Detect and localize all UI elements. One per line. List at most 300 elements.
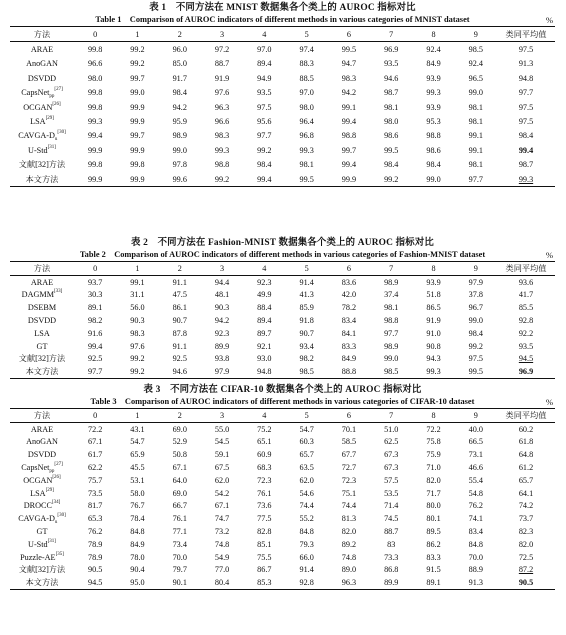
- value-cell: 97.7: [384, 328, 399, 338]
- method-name: 文献[32]方法: [18, 565, 66, 575]
- method-reference: [26]: [52, 101, 61, 107]
- method-subscript: pp: [49, 469, 55, 475]
- table-row: [10, 340, 555, 353]
- table-row: [10, 42, 555, 57]
- value-cell: 81.7: [87, 501, 103, 511]
- method-name: AnoGAN: [26, 437, 58, 447]
- value-cell: 50.8: [172, 450, 187, 460]
- value-cell: 91.7: [172, 73, 187, 83]
- method-cell: [10, 525, 74, 538]
- value-cell: 86.5: [426, 303, 441, 313]
- value-cell: 86.7: [257, 565, 272, 575]
- method-reference: [35]: [55, 551, 64, 557]
- method-cell: [10, 436, 74, 449]
- value-cell: 89.5: [426, 527, 441, 537]
- value-cell: 92.4: [468, 59, 483, 69]
- value-cell: 99.5: [299, 174, 314, 184]
- value-cell: 99.2: [214, 174, 230, 184]
- header-row: [10, 262, 555, 276]
- table-row: [10, 57, 555, 71]
- value-cell: 73.3: [384, 552, 399, 562]
- value-cell: 98.6: [384, 131, 399, 141]
- value-cell: 97.6: [130, 341, 145, 351]
- column-header: 9: [473, 29, 478, 39]
- value-cell: 99.3: [87, 117, 103, 127]
- value-cell: 90.1: [172, 578, 187, 588]
- average-cell: 91.3: [518, 59, 534, 69]
- value-cell: 72.2: [426, 424, 441, 434]
- value-cell: 75.7: [87, 475, 103, 485]
- method-cell: [10, 86, 74, 100]
- value-cell: 37.8: [468, 290, 483, 300]
- value-cell: 52.9: [172, 437, 187, 447]
- value-cell: 99.3: [426, 88, 441, 98]
- method-name: GT: [36, 527, 48, 537]
- value-cell: 70.0: [468, 552, 483, 562]
- value-cell: 99.4: [341, 160, 357, 170]
- average-cell: 99.3: [518, 174, 534, 184]
- value-cell: 99.9: [130, 102, 145, 112]
- method-cell: [10, 143, 74, 157]
- value-cell: 96.4: [299, 117, 314, 127]
- column-header: 6: [346, 410, 351, 420]
- value-cell: 70.1: [341, 424, 357, 434]
- value-cell: 89.1: [87, 303, 103, 313]
- value-cell: 74.5: [384, 514, 399, 524]
- method-cell: [10, 487, 74, 500]
- value-cell: 96.6: [87, 59, 103, 69]
- value-cell: 98.4: [384, 160, 399, 170]
- value-cell: 94.4: [214, 277, 230, 287]
- table-3: [10, 408, 555, 590]
- value-cell: 83.3: [426, 552, 441, 562]
- average-cell: 93.5: [518, 341, 534, 351]
- method-name: OCGAN: [23, 102, 53, 112]
- average-cell: 72.5: [518, 552, 534, 562]
- method-cell: [10, 100, 74, 114]
- value-cell: 86.1: [172, 303, 187, 313]
- method-name: DSVDD: [27, 450, 57, 460]
- value-cell: 84.9: [130, 539, 145, 549]
- value-cell: 54.7: [130, 437, 145, 447]
- value-cell: 88.4: [257, 303, 272, 313]
- value-cell: 65.3: [87, 514, 103, 524]
- method-cell: [10, 448, 74, 461]
- method-reference: [30]: [57, 513, 66, 519]
- value-cell: 77.5: [257, 514, 272, 524]
- method-name: DAGMM: [21, 290, 54, 300]
- value-cell: 99.3: [426, 367, 441, 377]
- value-cell: 91.1: [172, 277, 187, 287]
- table-1-caption-en: [10, 14, 555, 26]
- value-cell: 93.9: [426, 102, 441, 112]
- method-subscript: u: [54, 137, 58, 143]
- method-name: CAVGA-D: [18, 131, 55, 141]
- value-cell: 76.2: [87, 527, 103, 537]
- value-cell: 99.8: [130, 160, 145, 170]
- value-cell: 74.7: [214, 514, 230, 524]
- value-cell: 71.7: [426, 488, 441, 498]
- value-cell: 75.5: [257, 552, 272, 562]
- column-header: 类同平均值: [505, 29, 547, 39]
- average-cell: 96.9: [518, 367, 534, 377]
- value-cell: 99.7: [130, 73, 145, 83]
- value-cell: 99.4: [87, 341, 103, 351]
- method-cell: [10, 340, 74, 353]
- value-cell: 55.2: [299, 514, 314, 524]
- value-cell: 55.0: [214, 424, 230, 434]
- value-cell: 90.4: [130, 565, 145, 575]
- value-cell: 93.9: [426, 73, 441, 83]
- value-cell: 62.0: [214, 475, 230, 485]
- method-name: CAVGA-D: [18, 514, 55, 524]
- value-cell: 51.8: [426, 290, 441, 300]
- table-row: [10, 158, 555, 172]
- table-row: [10, 289, 555, 302]
- column-header: 8: [431, 410, 436, 420]
- value-cell: 83.4: [468, 527, 483, 537]
- column-header: 5: [304, 410, 309, 420]
- average-cell: 94.5: [518, 354, 534, 364]
- method-cell: [10, 474, 74, 487]
- column-header: 6: [346, 263, 351, 273]
- method-reference: [33]: [53, 289, 63, 295]
- value-cell: 99.1: [468, 145, 483, 155]
- method-cell: [10, 289, 74, 302]
- method-cell: [10, 172, 74, 187]
- value-cell: 89.1: [426, 578, 441, 588]
- method-name: LSA: [34, 328, 50, 338]
- method-name: U-Std: [28, 145, 48, 155]
- value-cell: 99.2: [468, 341, 483, 351]
- value-cell: 99.2: [257, 145, 272, 155]
- method-reference: [31]: [47, 144, 56, 150]
- method-cell: [10, 57, 74, 71]
- average-cell: 82.3: [518, 527, 534, 537]
- method-cell: [10, 512, 74, 525]
- value-cell: 90.7: [299, 328, 314, 338]
- method-cell: [10, 538, 74, 551]
- method-cell: [10, 422, 74, 435]
- table-row: [10, 525, 555, 538]
- value-cell: 99.0: [172, 145, 187, 155]
- table-row: [10, 564, 555, 577]
- value-cell: 99.6: [172, 174, 187, 184]
- value-cell: 82.0: [426, 475, 441, 485]
- value-cell: 87.8: [172, 328, 187, 338]
- method-name: GT: [36, 341, 48, 351]
- table-row: [10, 275, 555, 288]
- column-header: 7: [389, 410, 394, 420]
- table-row: [10, 500, 555, 513]
- method-name: 本文方法: [25, 174, 59, 184]
- value-cell: 62.0: [299, 475, 314, 485]
- value-cell: 67.7: [341, 450, 357, 460]
- value-cell: 99.1: [341, 102, 357, 112]
- method-reference: [27]: [54, 87, 63, 93]
- value-cell: 99.5: [468, 367, 483, 377]
- value-cell: 92.3: [214, 328, 230, 338]
- value-cell: 77.1: [172, 527, 187, 537]
- value-cell: 57.5: [384, 475, 399, 485]
- value-cell: 97.9: [468, 277, 483, 287]
- average-cell: 92.2: [518, 328, 534, 338]
- value-cell: 97.5: [257, 102, 272, 112]
- value-cell: 60.3: [299, 437, 314, 447]
- table-1: [10, 26, 555, 187]
- value-cell: 93.0: [257, 354, 272, 364]
- value-cell: 65.7: [299, 450, 314, 460]
- table-2-caption-en: [10, 249, 555, 261]
- method-name: LSA: [30, 488, 46, 498]
- column-header: 8: [431, 263, 436, 273]
- column-header: 4: [262, 263, 267, 273]
- value-cell: 96.9: [384, 45, 399, 55]
- average-cell: 65.7: [518, 475, 534, 485]
- average-cell: 99.4: [518, 145, 534, 155]
- value-cell: 98.5: [299, 367, 314, 377]
- table-row: [10, 314, 555, 327]
- method-cell: [10, 114, 74, 128]
- method-name: CapsNet: [21, 88, 50, 98]
- value-cell: 91.3: [468, 578, 483, 588]
- value-cell: 66.5: [468, 437, 483, 447]
- value-cell: 58.5: [341, 437, 357, 447]
- value-cell: 48.1: [214, 290, 230, 300]
- average-cell: 61.2: [518, 463, 534, 473]
- value-cell: 99.9: [341, 174, 357, 184]
- value-cell: 98.0: [299, 102, 314, 112]
- method-cell: [10, 353, 74, 366]
- value-cell: 98.5: [384, 367, 399, 377]
- method-reference: [29]: [45, 116, 54, 122]
- value-cell: 42.0: [341, 290, 357, 300]
- column-header: 3: [219, 263, 225, 273]
- value-cell: 72.3: [257, 475, 272, 485]
- value-cell: 75.2: [257, 424, 272, 434]
- value-cell: 67.5: [214, 463, 230, 473]
- value-cell: 99.3: [299, 145, 314, 155]
- average-cell: 64.8: [518, 450, 534, 460]
- value-cell: 91.4: [299, 277, 314, 287]
- value-cell: 98.8: [426, 131, 441, 141]
- value-cell: 97.7: [468, 174, 483, 184]
- method-name: AnoGAN: [26, 59, 58, 69]
- value-cell: 99.0: [468, 88, 483, 98]
- table-row: [10, 487, 555, 500]
- value-cell: 56.0: [130, 303, 145, 313]
- table-row: [10, 538, 555, 551]
- value-cell: 95.3: [426, 117, 441, 127]
- value-cell: 83: [387, 539, 396, 549]
- method-subscript: pp: [49, 94, 55, 100]
- value-cell: 37.4: [384, 290, 399, 300]
- value-cell: 54.9: [214, 552, 230, 562]
- value-cell: 98.1: [468, 160, 483, 170]
- value-cell: 94.2: [214, 316, 230, 326]
- table-1-caption-en-text: Table 1 Comparison of AUROC indicators of different methods in various categories of MNIST dataset: [95, 15, 470, 24]
- value-cell: 78.9: [87, 539, 103, 549]
- average-cell: 97.5: [518, 102, 534, 112]
- method-name: 文献[32]方法: [18, 354, 66, 364]
- value-cell: 93.9: [426, 277, 441, 287]
- value-cell: 95.6: [257, 117, 272, 127]
- column-header: 6: [346, 29, 351, 39]
- value-cell: 84.8: [299, 527, 314, 537]
- average-cell: 61.8: [518, 437, 534, 447]
- value-cell: 85.9: [299, 303, 314, 313]
- column-header: 2: [177, 263, 182, 273]
- average-cell: 94.8: [518, 73, 534, 83]
- value-cell: 53.5: [384, 488, 399, 498]
- value-cell: 99.2: [130, 45, 145, 55]
- value-cell: 85.3: [257, 578, 272, 588]
- value-cell: 91.6: [87, 328, 103, 338]
- value-cell: 97.9: [214, 367, 230, 377]
- value-cell: 94.5: [87, 578, 103, 588]
- value-cell: 99.4: [257, 174, 272, 184]
- table-1-block: [10, 2, 555, 187]
- value-cell: 95.0: [130, 578, 145, 588]
- value-cell: 66.7: [172, 501, 187, 511]
- method-name: ARAE: [30, 45, 54, 55]
- method-name: DSVDD: [27, 316, 57, 326]
- value-cell: 94.7: [341, 59, 357, 69]
- value-cell: 98.1: [384, 303, 399, 313]
- value-cell: 89.9: [384, 578, 399, 588]
- value-cell: 92.1: [257, 341, 272, 351]
- column-header: 0: [93, 410, 98, 420]
- value-cell: 96.3: [341, 578, 357, 588]
- table-row: [10, 353, 555, 366]
- value-cell: 97.0: [257, 45, 272, 55]
- table-row: [10, 512, 555, 525]
- value-cell: 98.9: [384, 341, 399, 351]
- value-cell: 99.4: [87, 131, 103, 141]
- value-cell: 76.1: [172, 514, 187, 524]
- column-header: 5: [304, 263, 309, 273]
- method-name: 本文方法: [25, 578, 59, 588]
- value-cell: 78.2: [341, 303, 357, 313]
- value-cell: 99.8: [87, 160, 103, 170]
- table-3-caption-en: [10, 396, 555, 408]
- average-cell: 41.7: [518, 290, 534, 300]
- method-name: DSEBM: [27, 303, 57, 313]
- value-cell: 96.5: [468, 73, 483, 83]
- value-cell: 80.0: [426, 501, 441, 511]
- table-row: [10, 71, 555, 85]
- value-cell: 99.2: [130, 354, 145, 364]
- value-cell: 54.2: [214, 488, 230, 498]
- value-cell: 99.2: [384, 174, 399, 184]
- value-cell: 54.8: [468, 488, 483, 498]
- method-name: ARAE: [30, 277, 54, 287]
- table-2-caption-en-text: Table 2 Comparison of AUROC indicators of different methods in various categories of Fashion-MNIST dataset: [79, 250, 486, 259]
- value-cell: 98.3: [341, 73, 357, 83]
- table-row: [10, 461, 555, 474]
- value-cell: 97.4: [299, 45, 314, 55]
- method-name: 本文方法: [25, 367, 59, 377]
- value-cell: 88.9: [468, 565, 483, 575]
- method-name: DSVDD: [27, 73, 57, 83]
- value-cell: 74.8: [341, 552, 357, 562]
- method-reference: [29]: [45, 487, 54, 493]
- average-cell: 74.2: [518, 501, 534, 511]
- table-row: [10, 129, 555, 143]
- value-cell: 98.0: [384, 117, 399, 127]
- method-reference: [27]: [54, 462, 63, 468]
- value-cell: 94.2: [341, 88, 357, 98]
- average-cell: 64.1: [518, 488, 534, 498]
- method-cell: [10, 551, 74, 564]
- column-header: 3: [219, 29, 225, 39]
- column-header: 方法: [33, 263, 51, 273]
- table-row: [10, 327, 555, 340]
- value-cell: 98.8: [214, 160, 230, 170]
- value-cell: 90.7: [172, 316, 187, 326]
- method-name: ARAE: [30, 424, 54, 434]
- column-header: 9: [473, 410, 478, 420]
- value-cell: 99.5: [384, 145, 399, 155]
- value-cell: 78.9: [87, 552, 103, 562]
- value-cell: 51.0: [384, 424, 399, 434]
- value-cell: 77.0: [214, 565, 230, 575]
- value-cell: 70.0: [172, 552, 187, 562]
- method-cell: [10, 365, 74, 378]
- value-cell: 85.1: [257, 539, 272, 549]
- method-cell: [10, 275, 74, 288]
- value-cell: 61.7: [87, 450, 103, 460]
- value-cell: 99.9: [130, 145, 145, 155]
- value-cell: 98.3: [130, 328, 145, 338]
- average-cell: 60.2: [518, 424, 534, 434]
- column-header: 1: [135, 29, 140, 39]
- value-cell: 91.5: [426, 565, 441, 575]
- value-cell: 73.4: [172, 539, 187, 549]
- value-cell: 76.2: [468, 501, 483, 511]
- table-2-caption-cn: 表 2 不同方法在 Fashion-MNIST 数据集各个类上的 AUROC 指标对比: [131, 238, 434, 248]
- value-cell: 98.4: [468, 328, 483, 338]
- header-row: [10, 27, 555, 42]
- value-cell: 99.1: [130, 277, 145, 287]
- value-cell: 97.8: [172, 160, 187, 170]
- method-name: CapsNet: [21, 463, 50, 473]
- table-row: [10, 143, 555, 157]
- value-cell: 99.0: [384, 354, 399, 364]
- value-cell: 82.0: [341, 527, 357, 537]
- value-cell: 89.2: [341, 539, 357, 549]
- value-cell: 99.2: [130, 59, 145, 69]
- average-cell: 92.8: [518, 316, 534, 326]
- value-cell: 99.0: [130, 88, 145, 98]
- value-cell: 91.9: [214, 73, 230, 83]
- table-row: [10, 172, 555, 187]
- value-cell: 98.1: [468, 117, 483, 127]
- method-cell: [10, 71, 74, 85]
- method-cell: [10, 564, 74, 577]
- value-cell: 71.4: [384, 501, 399, 511]
- table-2-unit: %: [545, 250, 553, 260]
- value-cell: 54.5: [214, 437, 230, 447]
- column-header: 2: [177, 29, 182, 39]
- value-cell: 99.7: [341, 145, 357, 155]
- value-cell: 84.8: [468, 539, 483, 549]
- value-cell: 88.7: [384, 527, 399, 537]
- value-cell: 89.9: [214, 341, 230, 351]
- value-cell: 89.7: [257, 328, 272, 338]
- table-row: [10, 436, 555, 449]
- value-cell: 84.9: [341, 354, 357, 364]
